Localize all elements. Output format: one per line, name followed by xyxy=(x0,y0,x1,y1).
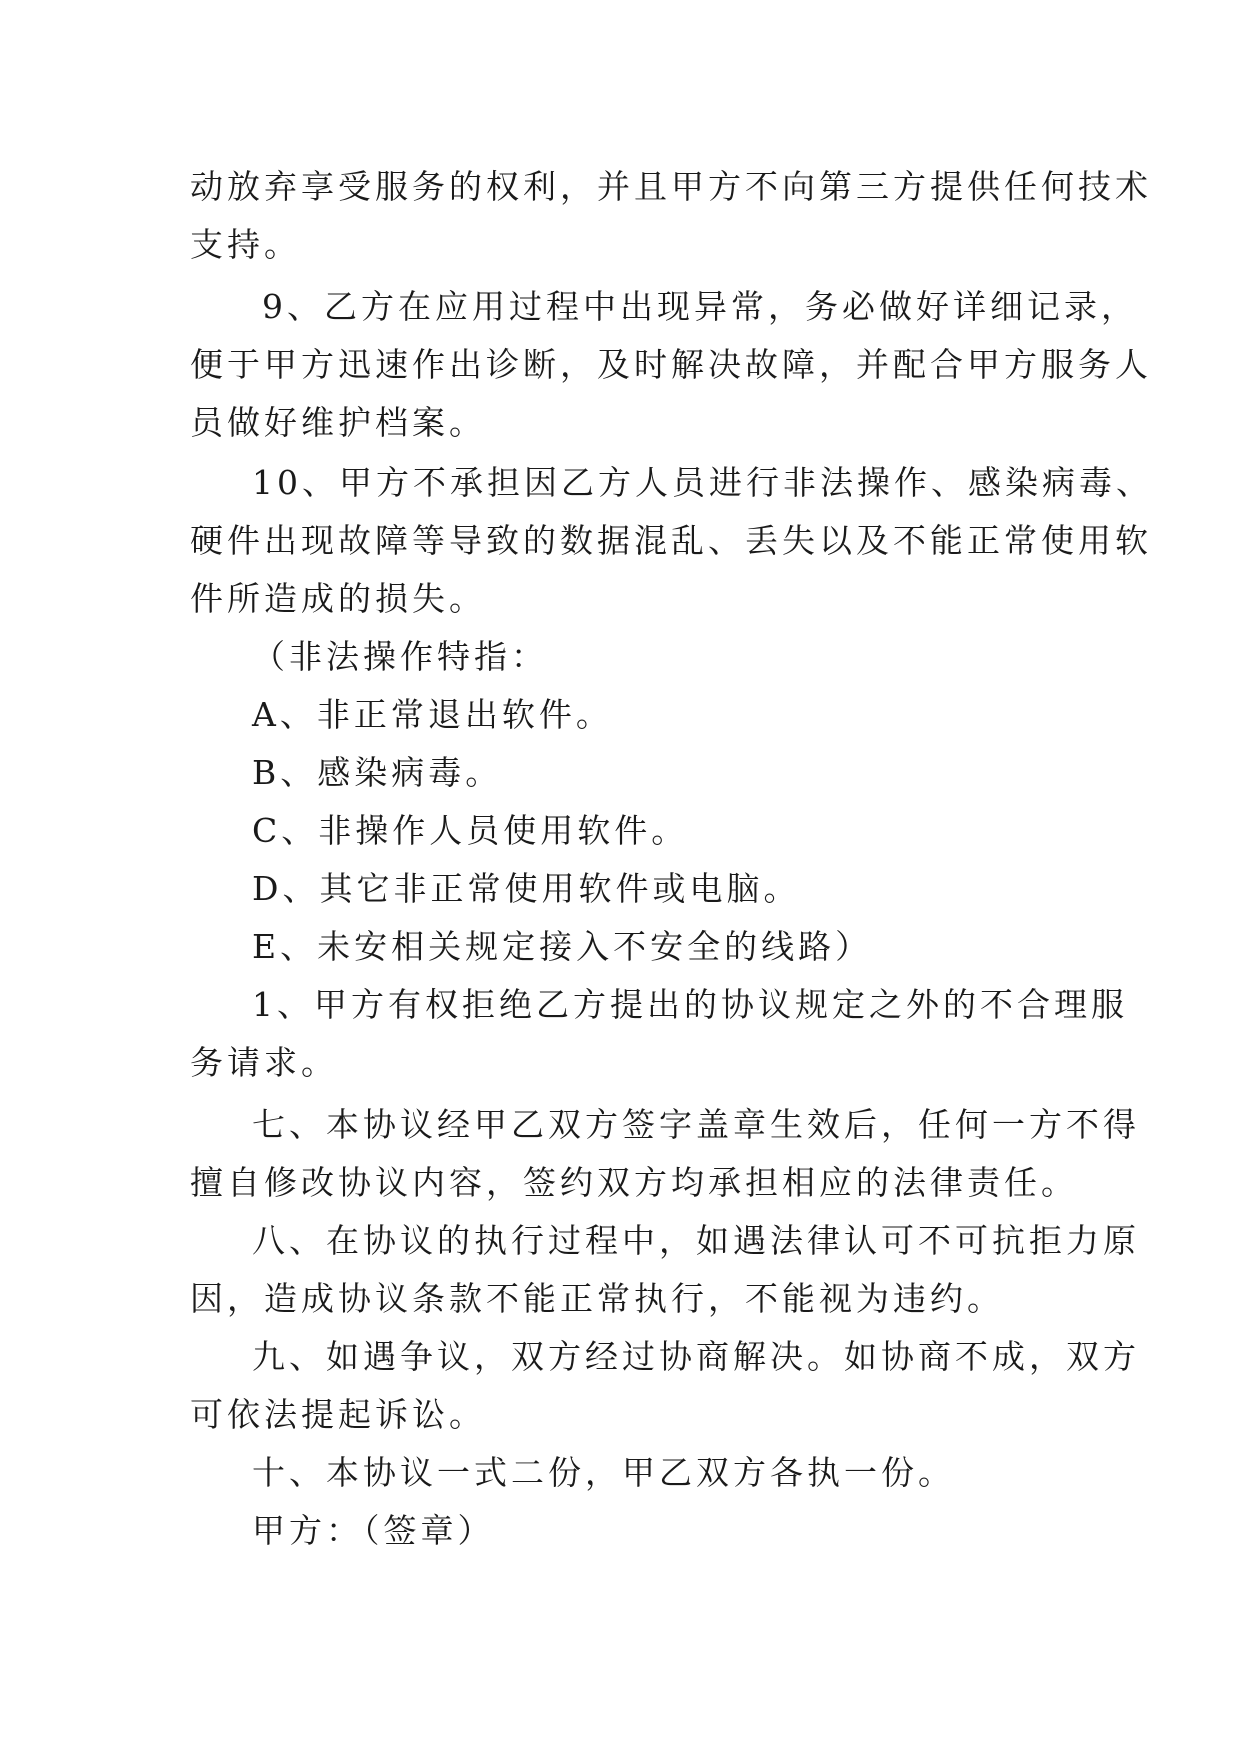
paragraph-line: （非法操作特指： xyxy=(252,637,548,676)
paragraph-line: 1、甲方有权拒绝乙方提出的协议规定之外的不合理服 xyxy=(252,985,1128,1024)
paragraph-line: 擅自修改协议内容，签约双方均承担相应的法律责任。 xyxy=(190,1163,1078,1202)
paragraph-line: 员做好维护档案。 xyxy=(190,403,486,442)
list-item: E、未安相关规定接入不安全的线路） xyxy=(252,927,873,966)
paragraph-line: 件所造成的损失。 xyxy=(190,579,486,618)
paragraph-line: 十、本协议一式二份，甲乙双方各执一份。 xyxy=(252,1453,955,1492)
paragraph-line: 八、在协议的执行过程中，如遇法律认可不可抗拒力原 xyxy=(252,1221,1140,1260)
paragraph-line: 七、本协议经甲乙双方签字盖章生效后，任何一方不得 xyxy=(252,1105,1140,1144)
list-item: B、感染病毒。 xyxy=(252,753,503,792)
paragraph-line: 10、甲方不承担因乙方人员进行非法操作、感染病毒、 xyxy=(252,463,1153,502)
paragraph-line: 硬件出现故障等导致的数据混乱、丢失以及不能正常使用软 xyxy=(190,521,1152,560)
paragraph-line: 可依法提起诉讼。 xyxy=(190,1395,486,1434)
list-item: A、非正常退出软件。 xyxy=(252,695,613,734)
paragraph-line: 9、乙方在应用过程中出现异常，务必做好详细记录， xyxy=(262,287,1138,326)
paragraph-line: 因，造成协议条款不能正常执行，不能视为违约。 xyxy=(190,1279,1004,1318)
paragraph-line: 九、如遇争议，双方经过协商解决。如协商不成，双方 xyxy=(252,1337,1140,1376)
signature-line: 甲方：（签章） xyxy=(252,1511,495,1550)
document-page xyxy=(190,158,1153,1560)
list-item: C、非操作人员使用软件。 xyxy=(252,811,689,850)
list-item: D、其它非正常使用软件或电脑。 xyxy=(252,869,801,908)
paragraph-line: 务请求。 xyxy=(190,1043,338,1082)
paragraph-line: 便于甲方迅速作出诊断，及时解决故障，并配合甲方服务人 xyxy=(190,345,1152,384)
paragraph-line: 动放弃享受服务的权利，并且甲方不向第三方提供任何技术 xyxy=(190,167,1152,206)
paragraph-line: 支持。 xyxy=(190,225,301,264)
